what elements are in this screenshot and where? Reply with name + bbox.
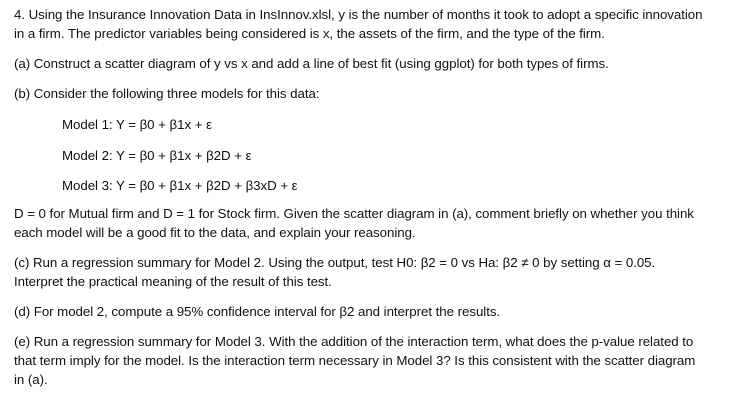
- part-a-text: (a) Construct a scatter diagram of y vs x and add a line of best fit (using ggplot) for both types of firms.: [14, 56, 609, 71]
- part-c-line-2: Interpret the practical meaning of the result of this test.: [14, 274, 332, 289]
- part-b-note-line-1: D = 0 for Mutual firm and D = 1 for Stock firm. Given the scatter diagram in (a), comment briefly on whether you think: [14, 206, 694, 221]
- part-e-line-3: in (a).: [14, 372, 48, 387]
- intro-line-2: in a firm. The predictor variables being considered is x, the assets of the firm, and the type of the firm.: [14, 26, 605, 41]
- intro-line-1: 4. Using the Insurance Innovation Data in InsInnov.xlsl, y is the number of months it took to adopt a specific innovation: [14, 7, 703, 22]
- part-e-line-1: (e) Run a regression summary for Model 3. With the addition of the interaction term, what does the p-value related to: [14, 334, 694, 349]
- model-3: Model 3: Y = β0 + β1x + β2D + β3xD + ε: [62, 178, 298, 193]
- model-2: Model 2: Y = β0 + β1x + β2D + ε: [62, 148, 252, 163]
- part-e-line-2: that term imply for the model. Is the interaction term necessary in Model 3? Is this consistent with the scatter diagram: [14, 353, 696, 368]
- part-d-text: (d) For model 2, compute a 95% confidence interval for β2 and interpret the results.: [14, 304, 501, 319]
- part-b-text: (b) Consider the following three models for this data:: [14, 86, 320, 101]
- part-c-line-1: (c) Run a regression summary for Model 2. Using the output, test H0: β2 = 0 vs Ha: β2 ≠ 0 by setting α = 0.05.: [14, 255, 656, 270]
- part-b-note-line-2: each model will be a good fit to the data, and explain your reasoning.: [14, 225, 416, 240]
- model-1: Model 1: Y = β0 + β1x + ε: [62, 117, 212, 132]
